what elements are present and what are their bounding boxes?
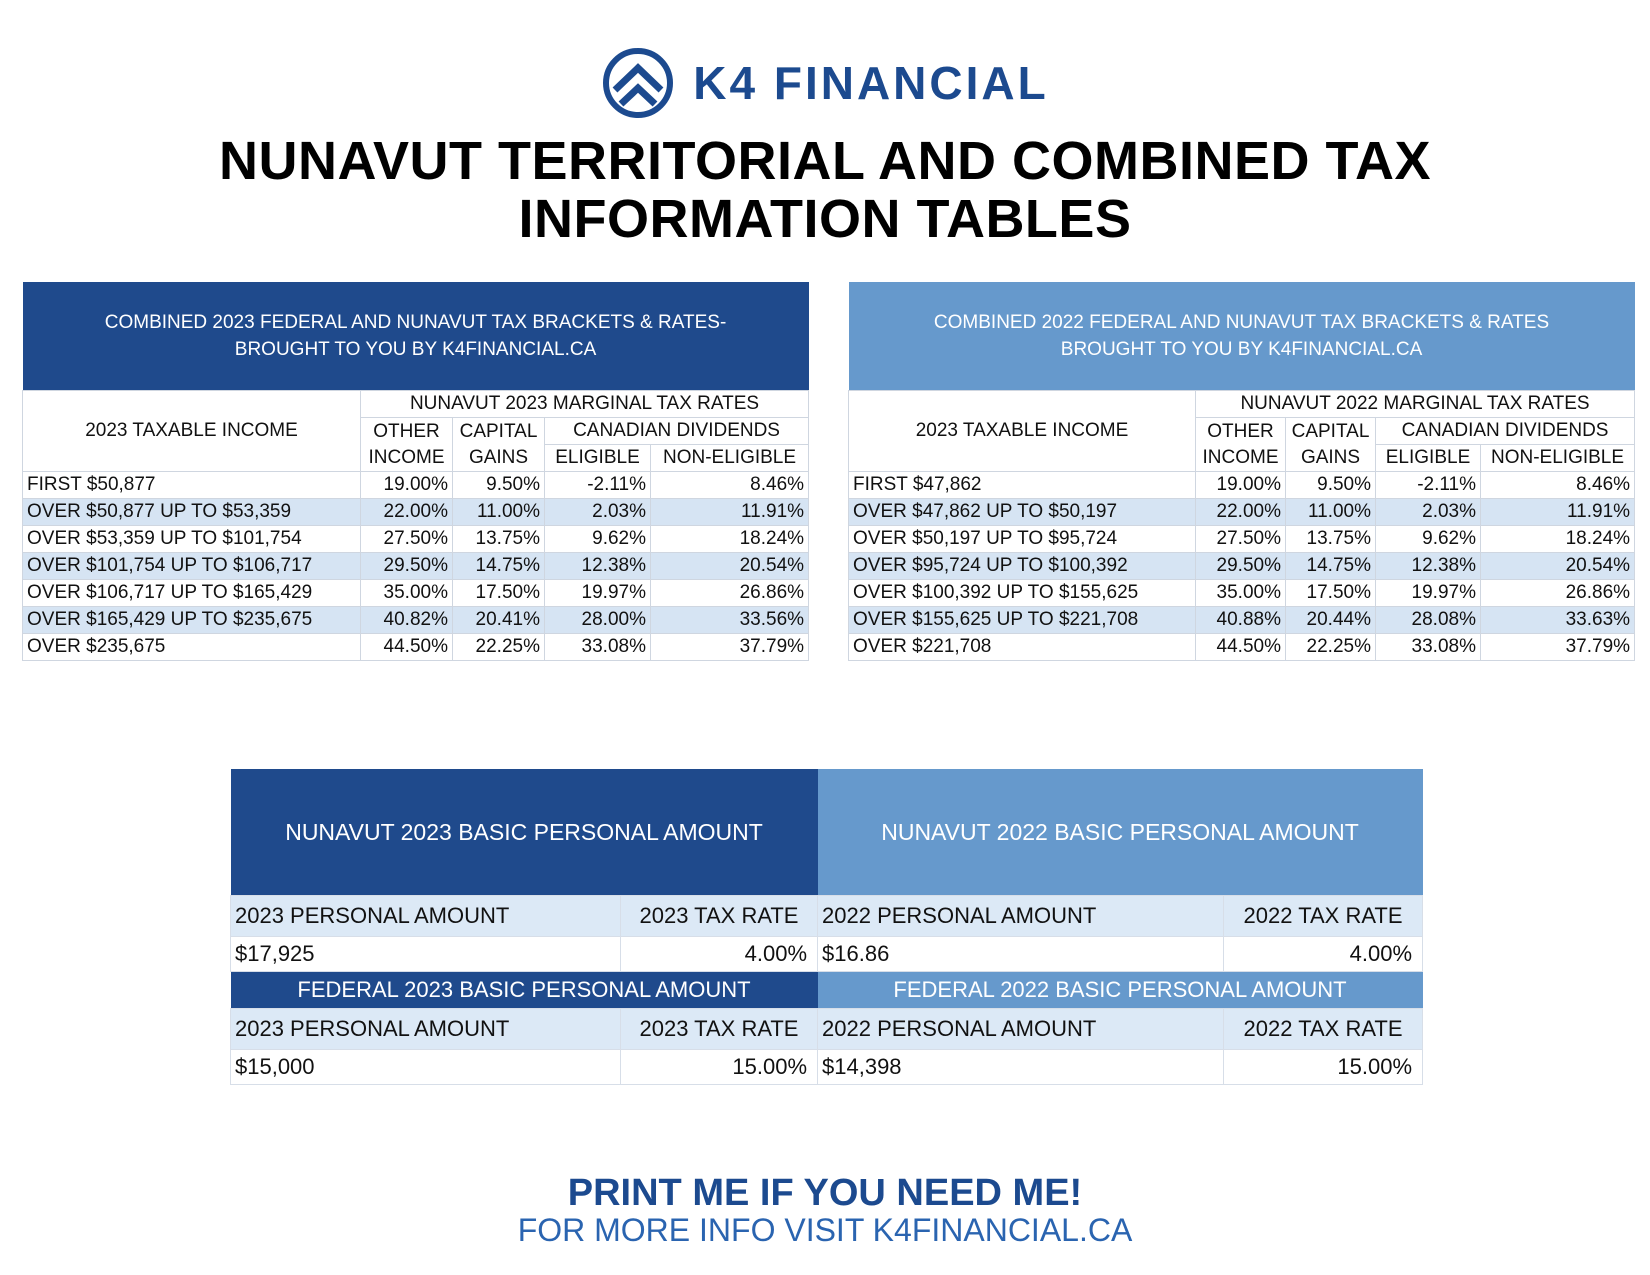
col-eligible: ELIGIBLE	[545, 445, 651, 472]
print-me-heading: PRINT ME IF YOU NEED ME!	[567, 1172, 1083, 1214]
capital-gains-rate: 14.75%	[453, 553, 545, 580]
federal-2023-rate: 15.00%	[621, 1050, 818, 1085]
other-income-rate: 29.50%	[1196, 553, 1286, 580]
table-row	[849, 499, 1635, 526]
bracket-cell: OVER $165,429 UP TO $235,675	[23, 607, 361, 634]
rate-2022-label: 2022 TAX RATE	[1224, 1009, 1423, 1050]
col-other-income: OTHER INCOME	[1196, 418, 1286, 472]
non-eligible-dividend-rate: 37.79%	[651, 634, 809, 661]
capital-gains-rate: 14.75%	[1286, 553, 1376, 580]
table-row	[849, 634, 1635, 661]
table-row	[23, 634, 809, 661]
nunavut-2023-bpa-title: NUNAVUT 2023 BASIC PERSONAL AMOUNT	[231, 769, 818, 896]
nunavut-2023-rate: 4.00%	[621, 937, 818, 972]
table-2022-marginal-label: NUNAVUT 2022 MARGINAL TAX RATES	[1196, 391, 1635, 418]
k4-logo-icon	[601, 46, 675, 120]
federal-2022-rate: 15.00%	[1224, 1050, 1423, 1085]
rate-2022-label: 2022 TAX RATE	[1224, 896, 1423, 937]
other-income-rate: 19.00%	[1196, 472, 1286, 499]
non-eligible-dividend-rate: 8.46%	[1481, 472, 1635, 499]
non-eligible-dividend-rate: 20.54%	[651, 553, 809, 580]
nunavut-2022-rate: 4.00%	[1224, 937, 1423, 972]
federal-2022-amount: $14,398	[818, 1050, 1224, 1085]
amount-2022-label: 2022 PERSONAL AMOUNT	[818, 896, 1224, 937]
table-row	[849, 553, 1635, 580]
eligible-dividend-rate: 2.03%	[545, 499, 651, 526]
capital-gains-rate: 17.50%	[453, 580, 545, 607]
capital-gains-rate: 11.00%	[453, 499, 545, 526]
eligible-dividend-rate: 2.03%	[1376, 499, 1481, 526]
non-eligible-dividend-rate: 26.86%	[651, 580, 809, 607]
other-income-rate: 44.50%	[361, 634, 453, 661]
page-title	[0, 132, 1650, 248]
other-income-rate: 40.82%	[361, 607, 453, 634]
col-other-income: OTHER INCOME	[361, 418, 453, 472]
amount-2023-label: 2023 PERSONAL AMOUNT	[231, 1009, 621, 1050]
bracket-cell: OVER $47,862 UP TO $50,197	[849, 499, 1196, 526]
federal-2023-amount: $15,000	[231, 1050, 621, 1085]
table-row	[23, 580, 809, 607]
capital-gains-rate: 22.25%	[1286, 634, 1376, 661]
federal-2023-bpa-title: FEDERAL 2023 BASIC PERSONAL AMOUNT	[231, 972, 818, 1009]
eligible-dividend-rate: 28.00%	[545, 607, 651, 634]
other-income-rate: 35.00%	[361, 580, 453, 607]
eligible-dividend-rate: 33.08%	[545, 634, 651, 661]
brand-name: K4 FINANCIAL	[693, 57, 1049, 109]
bracket-cell: OVER $53,359 UP TO $101,754	[23, 526, 361, 553]
federal-2022-bpa-title: FEDERAL 2022 BASIC PERSONAL AMOUNT	[818, 972, 1423, 1009]
non-eligible-dividend-rate: 18.24%	[1481, 526, 1635, 553]
non-eligible-dividend-rate: 11.91%	[651, 499, 809, 526]
rate-2023-label: 2023 TAX RATE	[621, 1009, 818, 1050]
table-row	[849, 580, 1635, 607]
eligible-dividend-rate: 19.97%	[545, 580, 651, 607]
other-income-rate: 29.50%	[361, 553, 453, 580]
eligible-dividend-rate: 19.97%	[1376, 580, 1481, 607]
eligible-dividend-rate: 9.62%	[1376, 526, 1481, 553]
table-2023-header: COMBINED 2023 FEDERAL AND NUNAVUT TAX BRACKETS & RATES- BROUGHT TO YOU BY K4FINANCIAL.CA	[23, 282, 809, 391]
non-eligible-dividend-rate: 33.63%	[1481, 607, 1635, 634]
bracket-cell: OVER $155,625 UP TO $221,708	[849, 607, 1196, 634]
eligible-dividend-rate: 12.38%	[545, 553, 651, 580]
other-income-rate: 22.00%	[1196, 499, 1286, 526]
brand-header	[0, 46, 1650, 120]
more-info-link[interactable]: FOR MORE INFO VISIT K4FINANCIAL.CA	[517, 1212, 1133, 1248]
table-row	[849, 526, 1635, 553]
other-income-rate: 27.50%	[361, 526, 453, 553]
amount-2023-label: 2023 PERSONAL AMOUNT	[231, 896, 621, 937]
eligible-dividend-rate: 9.62%	[545, 526, 651, 553]
table-row	[849, 607, 1635, 634]
table-2023-marginal-label: NUNAVUT 2023 MARGINAL TAX RATES	[361, 391, 809, 418]
eligible-dividend-rate: 33.08%	[1376, 634, 1481, 661]
bracket-cell: OVER $100,392 UP TO $155,625	[849, 580, 1196, 607]
bracket-cell: OVER $50,877 UP TO $53,359	[23, 499, 361, 526]
col-capital-gains: CAPITAL GAINS	[453, 418, 545, 472]
table-row	[23, 526, 809, 553]
capital-gains-rate: 20.41%	[453, 607, 545, 634]
other-income-rate: 27.50%	[1196, 526, 1286, 553]
title-line-1: NUNAVUT TERRITORIAL AND COMBINED TAX	[219, 131, 1431, 191]
eligible-dividend-rate: -2.11%	[545, 472, 651, 499]
eligible-dividend-rate: 28.08%	[1376, 607, 1481, 634]
col-capital-gains: CAPITAL GAINS	[1286, 418, 1376, 472]
bracket-cell: OVER $106,717 UP TO $165,429	[23, 580, 361, 607]
non-eligible-dividend-rate: 37.79%	[1481, 634, 1635, 661]
non-eligible-dividend-rate: 33.56%	[651, 607, 809, 634]
table-row	[23, 472, 809, 499]
col-non-eligible: NON-ELIGIBLE	[1481, 445, 1635, 472]
capital-gains-rate: 17.50%	[1286, 580, 1376, 607]
table-row	[23, 499, 809, 526]
col-canadian-dividends: CANADIAN DIVIDENDS	[545, 418, 809, 445]
bracket-cell: FIRST $47,862	[849, 472, 1196, 499]
bracket-cell: OVER $95,724 UP TO $100,392	[849, 553, 1196, 580]
capital-gains-rate: 20.44%	[1286, 607, 1376, 634]
basic-personal-amount-table	[230, 769, 1423, 1085]
col-canadian-dividends: CANADIAN DIVIDENDS	[1376, 418, 1635, 445]
table-2022-header: COMBINED 2022 FEDERAL AND NUNAVUT TAX BRACKETS & RATES BROUGHT TO YOU BY K4FINANCIAL.CA	[849, 282, 1635, 391]
col-eligible: ELIGIBLE	[1376, 445, 1481, 472]
other-income-rate: 19.00%	[361, 472, 453, 499]
bracket-cell: OVER $101,754 UP TO $106,717	[23, 553, 361, 580]
table-2022-brackets	[848, 282, 1635, 661]
eligible-dividend-rate: 12.38%	[1376, 553, 1481, 580]
title-line-2: INFORMATION TABLES	[518, 189, 1132, 249]
rate-2023-label: 2023 TAX RATE	[621, 896, 818, 937]
non-eligible-dividend-rate: 18.24%	[651, 526, 809, 553]
col-non-eligible: NON-ELIGIBLE	[651, 445, 809, 472]
other-income-rate: 22.00%	[361, 499, 453, 526]
non-eligible-dividend-rate: 8.46%	[651, 472, 809, 499]
nunavut-2022-amount: $16.86	[818, 937, 1224, 972]
table-row	[23, 553, 809, 580]
other-income-rate: 35.00%	[1196, 580, 1286, 607]
table-row	[849, 472, 1635, 499]
bracket-cell: FIRST $50,877	[23, 472, 361, 499]
table-row	[23, 607, 809, 634]
non-eligible-dividend-rate: 20.54%	[1481, 553, 1635, 580]
nunavut-2023-amount: $17,925	[231, 937, 621, 972]
table-2022-income-label: 2023 TAXABLE INCOME	[849, 391, 1196, 472]
capital-gains-rate: 11.00%	[1286, 499, 1376, 526]
nunavut-2022-bpa-title: NUNAVUT 2022 BASIC PERSONAL AMOUNT	[818, 769, 1423, 896]
non-eligible-dividend-rate: 26.86%	[1481, 580, 1635, 607]
capital-gains-rate: 22.25%	[453, 634, 545, 661]
bracket-cell: OVER $235,675	[23, 634, 361, 661]
table-2023-income-label: 2023 TAXABLE INCOME	[23, 391, 361, 472]
non-eligible-dividend-rate: 11.91%	[1481, 499, 1635, 526]
capital-gains-rate: 9.50%	[453, 472, 545, 499]
other-income-rate: 44.50%	[1196, 634, 1286, 661]
capital-gains-rate: 13.75%	[1286, 526, 1376, 553]
other-income-rate: 40.88%	[1196, 607, 1286, 634]
table-2023-brackets	[22, 282, 809, 661]
bracket-cell: OVER $221,708	[849, 634, 1196, 661]
eligible-dividend-rate: -2.11%	[1376, 472, 1481, 499]
capital-gains-rate: 13.75%	[453, 526, 545, 553]
capital-gains-rate: 9.50%	[1286, 472, 1376, 499]
amount-2022-label: 2022 PERSONAL AMOUNT	[818, 1009, 1224, 1050]
bracket-cell: OVER $50,197 UP TO $95,724	[849, 526, 1196, 553]
